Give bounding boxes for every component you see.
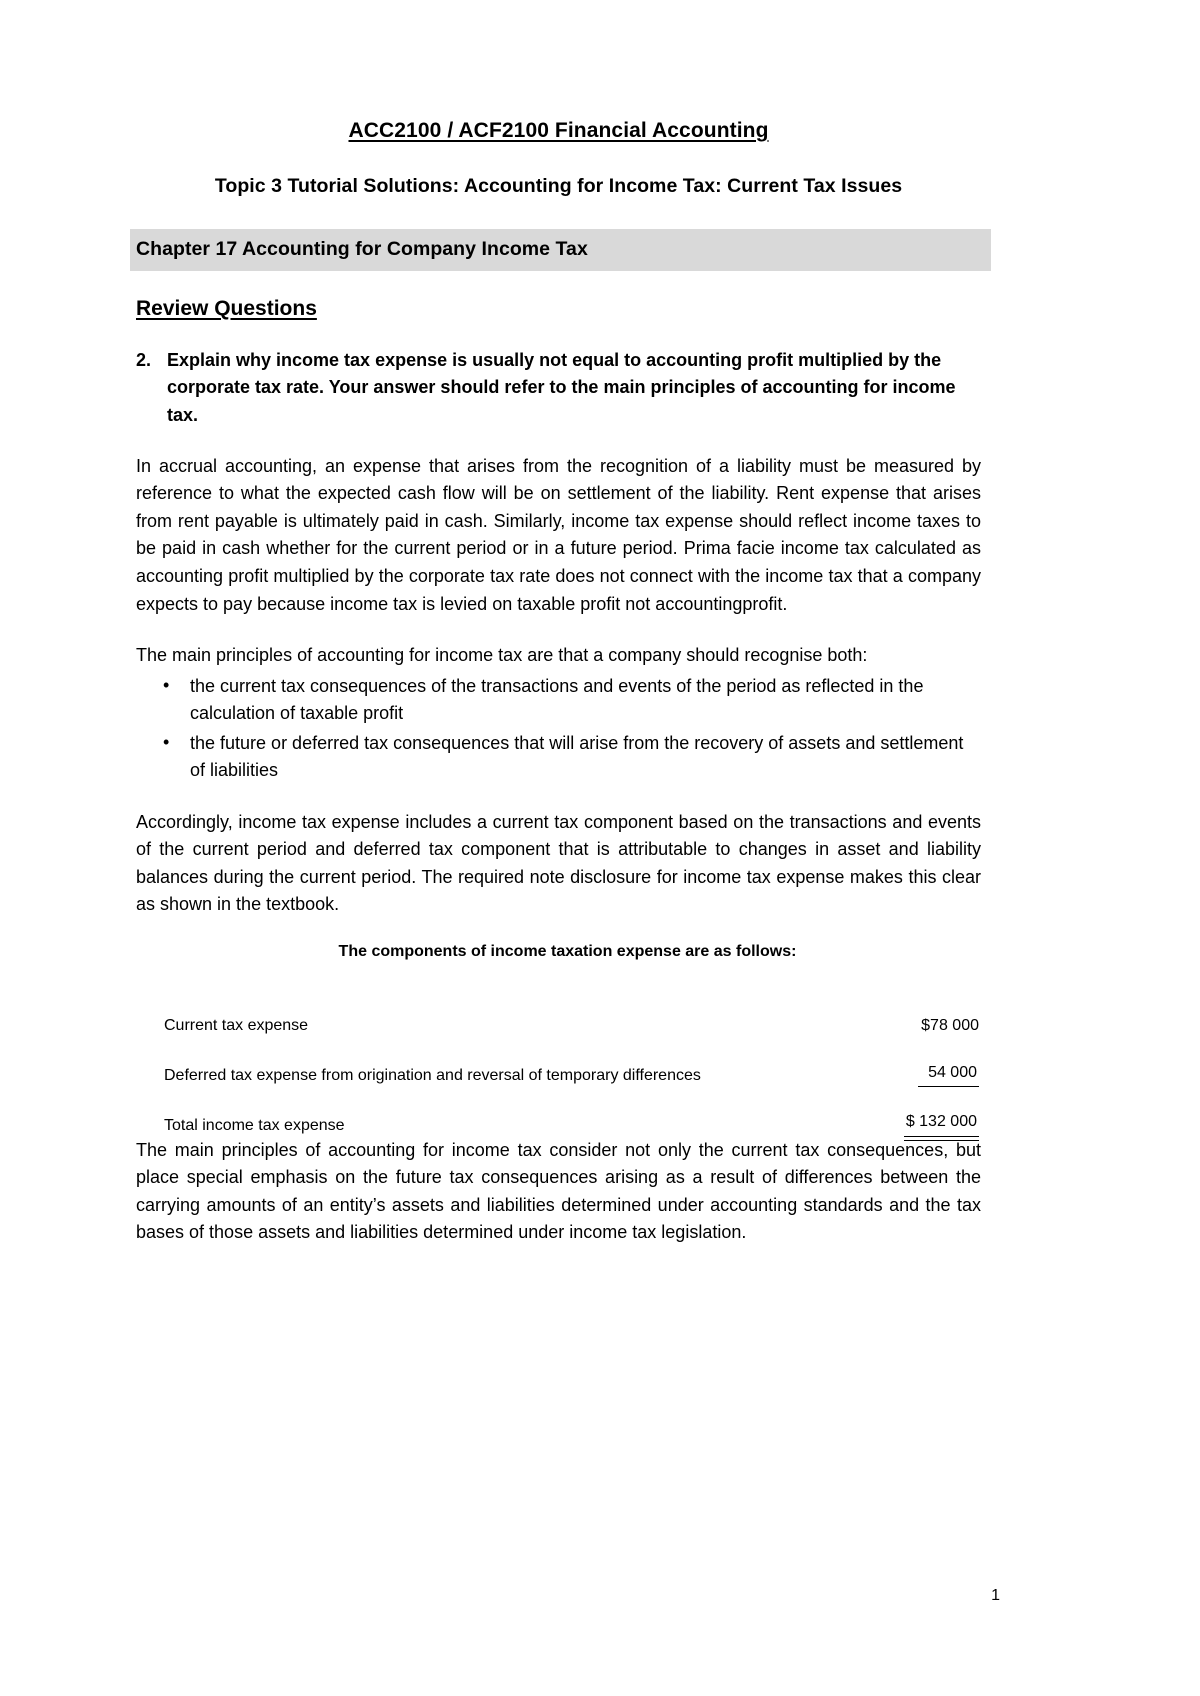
section-heading-text: Review Questions	[136, 296, 317, 320]
expense-row-label: Current tax expense	[164, 1017, 309, 1035]
expense-table	[136, 987, 981, 1137]
table-row	[136, 1087, 981, 1137]
question-number: 2.	[136, 349, 152, 370]
list-item: • the future or deferred tax consequences that will arise from the recovery of assets and settlement of liabilities	[136, 730, 981, 785]
answer-paragraph-3: The main principles of accounting for income tax consider not only the current tax consequences, but place special emphasis on the future tax consequences arising as a result of differences between the carrying amounts of an entity’s assets and liabilities determined under accounting standards and the tax bases of those assets and liabilities determined under income tax legislation.	[136, 1139, 981, 1243]
principles-lead-in: The main principles of accounting for income tax are that a company should recognise both:	[136, 645, 868, 666]
expense-row-label: Deferred tax expense from origination and reversal of temporary differences	[164, 1067, 701, 1085]
table-row	[136, 1037, 981, 1087]
list-item: • the current tax consequences of the transactions and events of the period as reflected in the calculation of taxable profit	[136, 673, 981, 728]
question-text: Explain why income tax expense is usually not equal to accounting profit multiplied by the corporate tax rate. Your answer should refer to the main principles of accounting for income tax.	[167, 349, 956, 425]
amount-value: 54 000	[918, 1062, 979, 1087]
document-title-text: ACC2100 / ACF2100 Financial Accounting	[348, 119, 769, 142]
expense-row-amount	[839, 987, 981, 1037]
expense-row-label: Total income tax expense	[164, 1117, 345, 1135]
page-number: 1	[991, 1587, 1000, 1604]
document-subtitle: Topic 3 Tutorial Solutions: Accounting for Income Tax: Current Tax Issues	[214, 175, 903, 198]
expense-row-amount	[839, 1087, 981, 1137]
answer-paragraph-2: Accordingly, income tax expense includes a current tax component based on the transactions and events of the current period and deferred tax component that is attributable to changes in asset and liability balances during the current period. The required note disclosure for income tax expense makes this clear as shown in the textbook.	[136, 811, 981, 915]
expense-row-amount	[839, 1037, 981, 1087]
page-content	[136, 118, 981, 1247]
expense-table-caption: The components of income taxation expense are as follows:	[338, 942, 797, 960]
table-row	[136, 987, 981, 1037]
question-item	[136, 347, 981, 429]
amount-value: $78 000	[921, 1017, 979, 1035]
expense-table-block	[136, 943, 981, 1137]
chapter-heading: Chapter 17 Accounting for Company Income Tax	[130, 229, 991, 271]
answer-paragraph-1: In accrual accounting, an expense that arises from the recognition of a liability must be measured by reference to what the expected cash flow will be on settlement of the liability. Rent expense that arises from rent payable is ultimately paid in cash. Similarly, income tax expense should reflect income taxes to be paid in cash whether for the current period or in a future period. Prima facie income tax calculated as accounting profit multiplied by the corporate tax rate does not connect with the income tax that a company expects to pay because income tax is levied on taxable profit not accountingprofit.	[136, 455, 981, 614]
principles-list	[136, 673, 981, 785]
section-heading	[136, 297, 981, 321]
amount-value: $ 132 000	[904, 1111, 979, 1137]
document-title	[136, 118, 981, 144]
